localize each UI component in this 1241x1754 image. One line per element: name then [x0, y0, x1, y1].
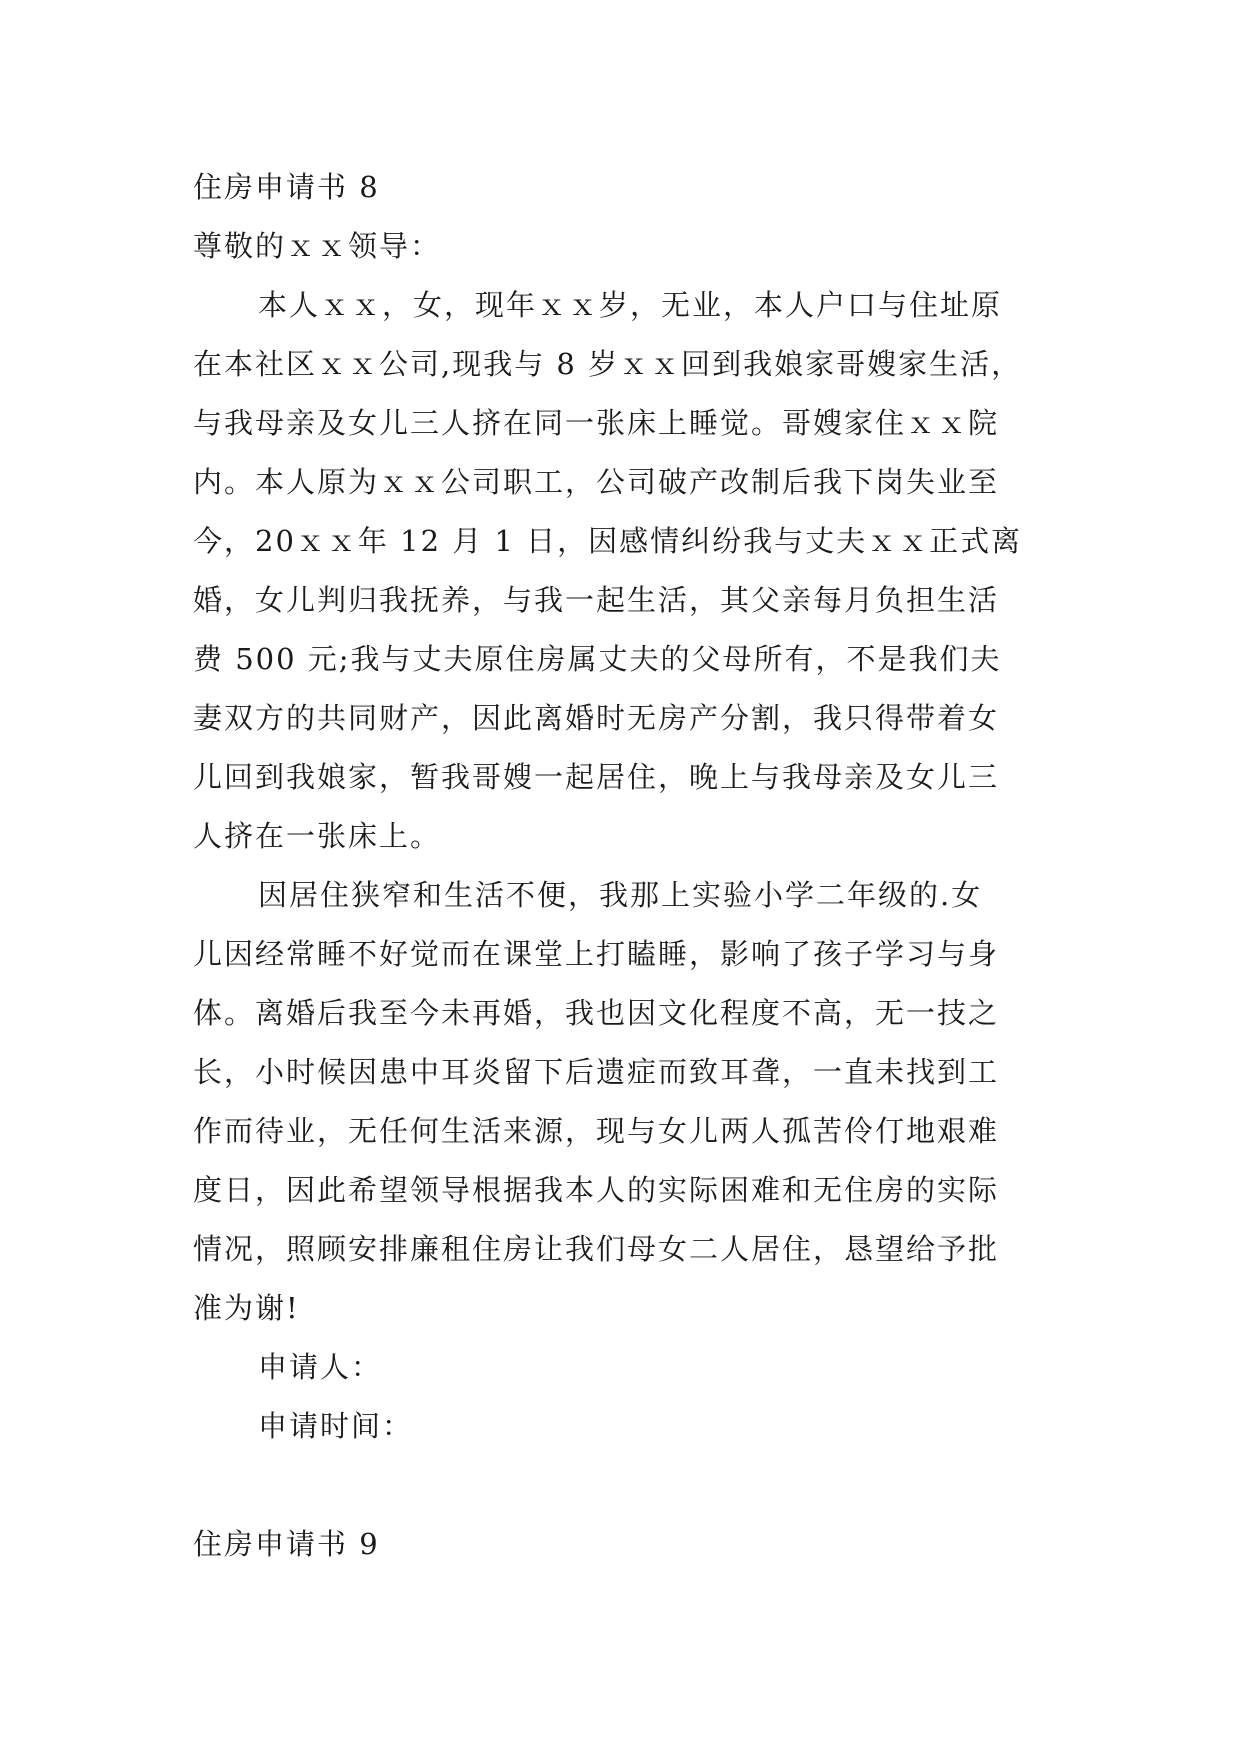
paragraph-line: 费 500 元;我与丈夫原住房属丈夫的父母所有，不是我们夫 — [193, 642, 1002, 676]
section-title: 住房申请书 9 — [193, 1527, 380, 1561]
paragraph-line: 儿回到我娘家，暂我哥嫂一起居住，晚上与我母亲及女儿三 — [193, 760, 1000, 794]
paragraph-line: 在本社区ｘｘ公司,现我与 8 岁ｘｘ回到我娘家哥嫂家生活， — [193, 347, 1023, 381]
paragraph-line: 内。本人原为ｘｘ公司职工，公司破产改制后我下岗失业至 — [193, 465, 1000, 499]
paragraph-line: 因居住狭窄和生活不便，我那上实验小学二年级的.女 — [258, 878, 983, 912]
application-date-label: 申请时间： — [258, 1409, 414, 1443]
paragraph-line: 准为谢! — [193, 1291, 300, 1325]
paragraph-line: 与我母亲及女儿三人挤在同一张床上睡觉。哥嫂家住ｘｘ院 — [193, 406, 1000, 440]
paragraph-line: 今，20ｘｘ年 12 月 1 日，因感情纠纷我与丈夫ｘｘ正式离 — [193, 524, 1023, 558]
paragraph-line: 体。离婚后我至今未再婚，我也因文化程度不高，无一技之 — [193, 996, 1000, 1030]
paragraph-line: 作而待业，无任何生活来源，现与女儿两人孤苦伶仃地艰难 — [193, 1114, 1000, 1148]
salutation: 尊敬的ｘｘ领导： — [193, 229, 442, 263]
paragraph-line: 儿因经常睡不好觉而在课堂上打瞌睡，影响了孩子学习与身 — [193, 937, 1000, 971]
applicant-label: 申请人： — [258, 1350, 383, 1384]
section-title: 住房申请书 8 — [193, 170, 380, 204]
paragraph-line: 度日，因此希望领导根据我本人的实际困难和无住房的实际 — [193, 1173, 1000, 1207]
paragraph-line: 妻双方的共同财产，因此离婚时无房产分割，我只得带着女 — [193, 701, 1000, 735]
paragraph-line: 本人ｘｘ，女，现年ｘｘ岁，无业，本人户口与住址原 — [258, 288, 1003, 322]
paragraph-line: 情况，照顾安排廉租住房让我们母女二人居住，恳望给予批 — [193, 1232, 1000, 1266]
paragraph-line: 婚，女儿判归我抚养，与我一起生活，其父亲每月负担生活 — [193, 583, 1000, 617]
paragraph-line: 人挤在一张床上。 — [193, 819, 442, 853]
paragraph-line: 长，小时候因患中耳炎留下后遗症而致耳聋，一直未找到工 — [193, 1055, 1000, 1089]
